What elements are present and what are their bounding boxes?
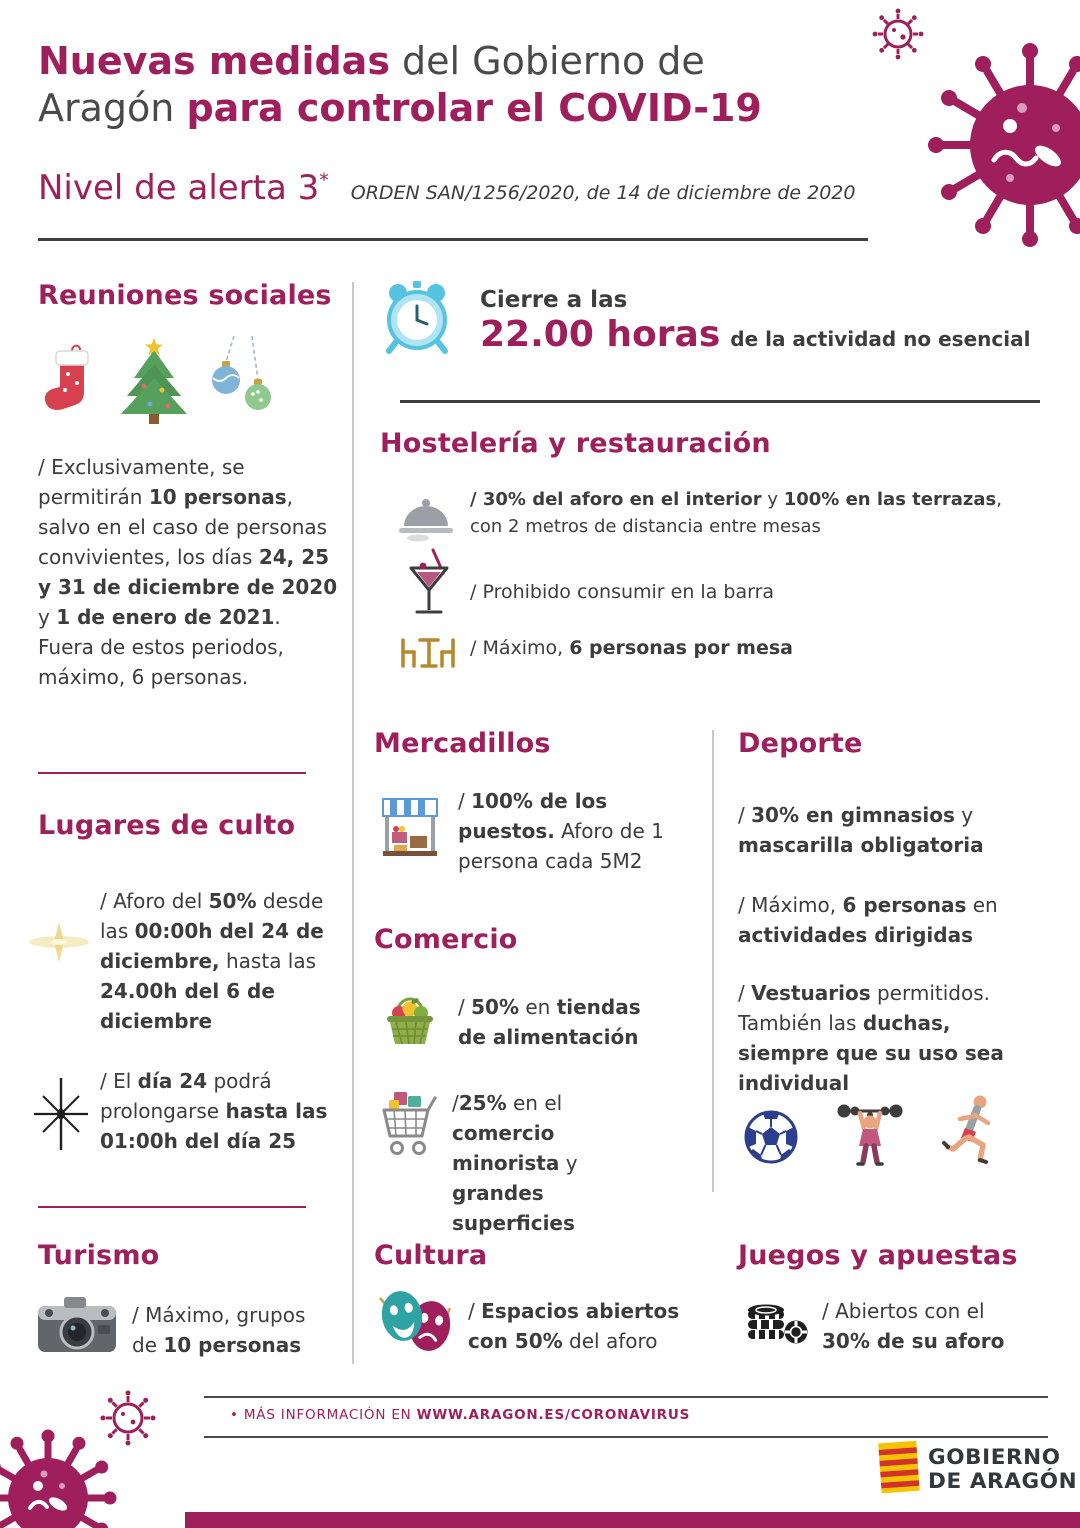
closing-line <box>480 314 1030 355</box>
cultura-text: / Espacios abiertos con 50% del aforo <box>468 1299 680 1353</box>
divider <box>38 1206 306 1208</box>
weightlifter-icon <box>834 1096 906 1170</box>
section-title-turismo: Turismo <box>38 1240 160 1271</box>
aragon-flag-icon <box>878 1440 922 1498</box>
closing-time: 22.00 horas <box>480 314 721 355</box>
section-title-cultura: Cultura <box>374 1240 488 1271</box>
hosteleria-item-1: / 30% del aforo en el interior y 100% en las terrazas, con 2 metros de distancia entre mesas <box>470 489 1002 537</box>
alert-level-text: Nivel de alerta 3 <box>38 168 320 208</box>
more-info-link: • MÁS INFORMACIÓN EN WWW.ARAGON.ES/CORONAVIRUS <box>230 1407 691 1423</box>
virus-cluster-icon <box>0 1386 178 1528</box>
section-title-hosteleria: Hostelería y restauración <box>380 428 771 459</box>
closing-suffix: de la actividad no esencial <box>730 327 1031 351</box>
mercadillos-text: / 100% de los puestos. Aforo de 1 persona cada 5M2 <box>458 789 664 873</box>
culto-item-1: / Aforo del 50% desde las 00:00h del 24 de diciembre, hasta las 24.00h del 6 de diciembre <box>100 889 324 1033</box>
shopping-cart-icon <box>380 1084 438 1158</box>
christmas-tree-icon <box>121 338 187 424</box>
sports-icons <box>742 1092 1000 1170</box>
virus-icon <box>860 0 1080 272</box>
closing-divider <box>400 400 1040 403</box>
subtitle-row <box>38 168 855 208</box>
alarm-clock-icon <box>382 280 452 354</box>
section-title-juegos: Juegos y apuestas <box>738 1240 1018 1271</box>
footer-divider-top <box>204 1396 1048 1398</box>
title-line-2: Aragón para controlar el COVID-19 <box>38 86 762 131</box>
vertical-divider <box>712 730 714 1192</box>
christmas-icons <box>38 334 290 436</box>
market-stall-icon <box>382 792 438 856</box>
poker-chips-icon <box>744 1288 808 1350</box>
vertical-divider <box>352 282 354 1364</box>
logo-line-1: GOBIERNO <box>928 1445 1061 1470</box>
footer-divider-bottom <box>204 1436 1048 1438</box>
page-title <box>38 38 762 132</box>
theater-masks-icon <box>376 1286 456 1358</box>
hosteleria-item-3: / Máximo, 6 personas por mesa <box>470 637 793 659</box>
cocktail-icon <box>406 546 452 620</box>
christmas-stocking-icon <box>45 346 88 410</box>
camera-icon <box>36 1292 118 1354</box>
logo-line-2: DE ARAGÓN <box>928 1469 1078 1495</box>
culto-item-2: / El día 24 podrá prolongarse hasta las 01:00h del día 25 <box>100 1069 328 1153</box>
alert-level-label <box>38 168 329 208</box>
deporte-item-1: / 30% en gimnasios y mascarilla obligatoria <box>738 803 984 857</box>
comercio-item-1: / 50% en tiendas de alimentación <box>458 995 641 1049</box>
government-logo <box>928 1446 1077 1494</box>
table-chairs-icon <box>396 628 460 670</box>
candle-glow-icon <box>26 912 92 970</box>
runner-icon <box>940 1092 1000 1170</box>
cloche-icon <box>396 490 456 542</box>
closing-intro: Cierre a las <box>480 287 628 313</box>
turismo-text: / Máximo, grupos de 10 personas <box>132 1303 306 1357</box>
section-title-culto: Lugares de culto <box>38 810 296 841</box>
soccer-ball-icon <box>742 1108 800 1170</box>
hosteleria-item-2: / Prohibido consumir en la barra <box>470 581 775 603</box>
section-title-comercio: Comercio <box>374 924 518 955</box>
grocery-basket-icon <box>382 986 438 1046</box>
section-title-deporte: Deporte <box>738 728 863 759</box>
deporte-item-2: / Máximo, 6 personas en actividades dirigidas <box>738 893 998 947</box>
divider <box>38 772 306 774</box>
ornaments-icon <box>212 336 271 410</box>
title-line-1: Nuevas medidas del Gobierno de <box>38 39 705 83</box>
deporte-item-3: / Vestuarios permitidos. También las duchas, siempre que su uso sea individual <box>738 981 1004 1095</box>
juegos-text: / Abiertos con el 30% de su aforo <box>822 1299 1005 1353</box>
section-title-reuniones: Reuniones sociales <box>38 280 332 311</box>
alert-asterisk: * <box>319 169 329 192</box>
footer-bar <box>185 1512 1080 1528</box>
order-reference: ORDEN SAN/1256/2020, de 14 de diciembre de 2020 <box>350 182 856 204</box>
header-divider <box>38 238 868 241</box>
comercio-item-2: /25% en el comercio minorista y grandes superficies <box>452 1091 578 1235</box>
section-title-mercadillos: Mercadillos <box>374 728 551 759</box>
star-icon <box>28 1076 94 1152</box>
reuniones-text: / Exclusivamente, se permitirán 10 personas, salvo en el caso de personas convivientes, los días 24, 25 y 31 de diciembre de 2020 y 1 de enero de 2021. Fuera de estos periodos, máximo, 6 personas. <box>38 455 338 689</box>
